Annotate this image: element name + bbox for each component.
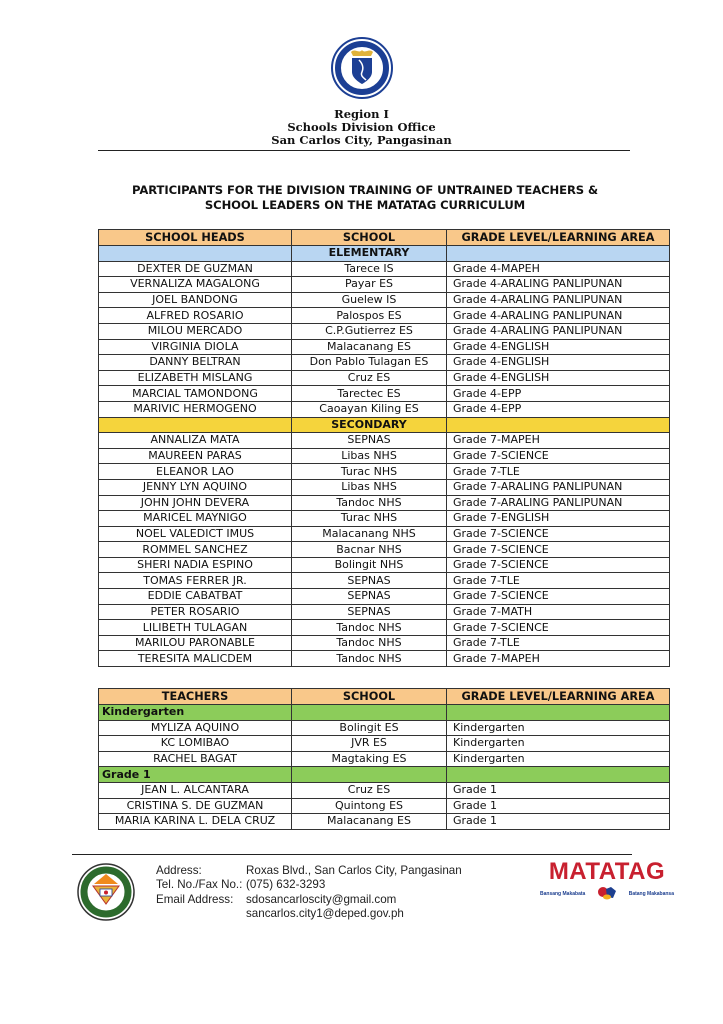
tel-row — [156, 878, 462, 892]
email-value-2: sancarlos.city1@deped.gov.ph — [246, 906, 404, 920]
matatag-tagline — [540, 886, 674, 902]
section-secondary — [99, 417, 670, 433]
email-row — [156, 893, 462, 907]
deped-seal-icon — [330, 36, 394, 100]
area-cell: Grade 7-ARALING PANLIPUNAN — [447, 479, 670, 495]
area-cell: Grade 7-SCIENCE — [447, 589, 670, 605]
empty-cell — [292, 767, 447, 783]
area-cell: Grade 4-ENGLISH — [447, 370, 670, 386]
name-cell: KC LOMIBAO — [99, 736, 292, 752]
school-cell: Bacnar NHS — [292, 542, 447, 558]
name-cell: TERESITA MALICDEM — [99, 651, 292, 667]
name-cell: MARILOU PARONABLE — [99, 635, 292, 651]
title-line-1: PARTICIPANTS FOR THE DIVISION TRAINING OF UNTRAINED TEACHERS & — [132, 183, 598, 197]
city-label: San Carlos City, Pangasinan — [271, 133, 452, 147]
school-cell: SEPNAS — [292, 573, 447, 589]
email-label-spacer — [156, 907, 246, 921]
section-secondary-label: SECONDARY — [292, 417, 447, 433]
document-title — [60, 183, 670, 213]
area-cell: Grade 4-EPP — [447, 401, 670, 417]
name-cell: JOHN JOHN DEVERA — [99, 495, 292, 511]
table-row — [99, 495, 670, 511]
school-cell: Caoayan Kiling ES — [292, 401, 447, 417]
section-kindergarten — [99, 705, 670, 721]
table-row — [99, 635, 670, 651]
empty-cell — [447, 767, 670, 783]
section-grade-1 — [99, 767, 670, 783]
area-cell: Grade 4-ARALING PANLIPUNAN — [447, 277, 670, 293]
school-cell: C.P.Gutierrez ES — [292, 323, 447, 339]
name-cell: ALFRED ROSARIO — [99, 308, 292, 324]
school-cell: Malacanang NHS — [292, 526, 447, 542]
title-line-2: SCHOOL LEADERS ON THE MATATAG CURRICULUM — [204, 198, 526, 212]
empty-cell — [447, 705, 670, 721]
area-cell: Grade 7-SCIENCE — [447, 448, 670, 464]
table-row — [99, 292, 670, 308]
table-row — [99, 651, 670, 667]
school-cell: Payar ES — [292, 277, 447, 293]
empty-cell — [99, 417, 292, 433]
tel-label: Tel. No./Fax No.: — [156, 878, 243, 892]
email-row-2 — [156, 907, 462, 921]
header-divider — [98, 150, 630, 151]
column-header-grade-level: GRADE LEVEL/LEARNING AREA — [447, 689, 670, 705]
name-cell: RACHEL BAGAT — [99, 751, 292, 767]
name-cell: ANNALIZA MATA — [99, 433, 292, 449]
school-cell: Quintong ES — [292, 798, 447, 814]
office-label: Schools Division Office — [287, 120, 436, 134]
table-row — [99, 339, 670, 355]
area-cell: Grade 4-MAPEH — [447, 261, 670, 277]
school-cell: Malacanang ES — [292, 339, 447, 355]
area-cell: Kindergarten — [447, 720, 670, 736]
school-cell: Tandoc NHS — [292, 620, 447, 636]
school-cell: Tandoc NHS — [292, 651, 447, 667]
school-cell: Tarectec ES — [292, 386, 447, 402]
area-cell: Grade 7-SCIENCE — [447, 557, 670, 573]
table-row — [99, 464, 670, 480]
table-row — [99, 370, 670, 386]
table-header-row — [99, 689, 670, 705]
area-cell: Grade 7-TLE — [447, 573, 670, 589]
area-cell: Grade 7-MAPEH — [447, 651, 670, 667]
name-cell: DANNY BELTRAN — [99, 355, 292, 371]
table-row — [99, 589, 670, 605]
area-cell: Grade 1 — [447, 782, 670, 798]
school-cell: Libas NHS — [292, 479, 447, 495]
name-cell: LILIBETH TULAGAN — [99, 620, 292, 636]
school-cell: JVR ES — [292, 736, 447, 752]
area-cell: Grade 7-MAPEH — [447, 433, 670, 449]
name-cell: TOMAS FERRER JR. — [99, 573, 292, 589]
area-cell: Grade 4-EPP — [447, 386, 670, 402]
name-cell: MARIA KARINA L. DELA CRUZ — [99, 814, 292, 830]
area-cell: Grade 4-ENGLISH — [447, 339, 670, 355]
column-header-teachers: TEACHERS — [99, 689, 292, 705]
name-cell: NOEL VALEDICT IMUS — [99, 526, 292, 542]
area-cell: Kindergarten — [447, 736, 670, 752]
name-cell: MILOU MERCADO — [99, 323, 292, 339]
school-cell: Tarece IS — [292, 261, 447, 277]
table-row — [99, 782, 670, 798]
name-cell: ROMMEL SANCHEZ — [99, 542, 292, 558]
school-cell: Guelew IS — [292, 292, 447, 308]
empty-cell — [292, 705, 447, 721]
name-cell: MAUREEN PARAS — [99, 448, 292, 464]
school-cell: Cruz ES — [292, 782, 447, 798]
school-cell: Tandoc NHS — [292, 495, 447, 511]
address-value: Roxas Blvd., San Carlos City, Pangasinan — [246, 864, 462, 877]
footer-divider — [72, 854, 632, 855]
area-cell: Grade 4-ENGLISH — [447, 355, 670, 371]
name-cell: PETER ROSARIO — [99, 604, 292, 620]
table-row — [99, 720, 670, 736]
name-cell: MYLIZA AQUINO — [99, 720, 292, 736]
table-row — [99, 620, 670, 636]
name-cell: JOEL BANDONG — [99, 292, 292, 308]
section-elementary — [99, 246, 670, 262]
name-cell: JEAN L. ALCANTARA — [99, 782, 292, 798]
column-header-school-heads: SCHOOL HEADS — [99, 230, 292, 246]
table-row — [99, 736, 670, 752]
address-row — [156, 864, 462, 878]
name-cell: CRISTINA S. DE GUZMAN — [99, 798, 292, 814]
area-cell: Grade 1 — [447, 798, 670, 814]
table-row — [99, 479, 670, 495]
name-cell: SHERI NADIA ESPINO — [99, 557, 292, 573]
table-row — [99, 401, 670, 417]
name-cell: MARICEL MAYNIGO — [99, 511, 292, 527]
section-elementary-label: ELEMENTARY — [292, 246, 447, 262]
column-header-school: SCHOOL — [292, 689, 447, 705]
teachers-table — [98, 688, 670, 830]
column-header-school: SCHOOL — [292, 230, 447, 246]
section-kindergarten-label: Kindergarten — [99, 705, 292, 721]
school-cell: SEPNAS — [292, 433, 447, 449]
area-cell: Grade 4-ARALING PANLIPUNAN — [447, 308, 670, 324]
area-cell: Grade 7-SCIENCE — [447, 542, 670, 558]
table-row — [99, 604, 670, 620]
empty-cell — [447, 417, 670, 433]
name-cell: EDDIE CABATBAT — [99, 589, 292, 605]
email-value-1: sdosancarloscity@gmail.com — [246, 892, 397, 906]
area-cell: Grade 7-TLE — [447, 635, 670, 651]
table-row — [99, 526, 670, 542]
table-row — [99, 386, 670, 402]
school-cell: Cruz ES — [292, 370, 447, 386]
schools-division-office-seal-icon — [76, 862, 136, 922]
school-cell: Tandoc NHS — [292, 635, 447, 651]
area-cell: Grade 7-SCIENCE — [447, 526, 670, 542]
tagline-right: Batang Makabansa — [628, 891, 674, 897]
empty-cell — [99, 246, 292, 262]
school-cell: Palospos ES — [292, 308, 447, 324]
tel-value: (075) 632-3293 — [246, 878, 326, 892]
table-row — [99, 542, 670, 558]
school-cell: Turac NHS — [292, 464, 447, 480]
school-cell: Libas NHS — [292, 448, 447, 464]
hearts-icon — [597, 886, 617, 902]
area-cell: Grade 7-ENGLISH — [447, 511, 670, 527]
name-cell: VIRGINIA DIOLA — [99, 339, 292, 355]
table-row — [99, 557, 670, 573]
school-cell: Turac NHS — [292, 511, 447, 527]
table-row — [99, 355, 670, 371]
area-cell: Grade 1 — [447, 814, 670, 830]
area-cell: Grade 7-MATH — [447, 604, 670, 620]
school-cell: SEPNAS — [292, 589, 447, 605]
table-row — [99, 573, 670, 589]
address-label: Address: — [156, 864, 202, 877]
table-header-row — [99, 230, 670, 246]
table-row — [99, 448, 670, 464]
letterhead — [0, 36, 723, 147]
school-heads-table — [98, 229, 670, 667]
area-cell: Grade 7-ARALING PANLIPUNAN — [447, 495, 670, 511]
school-cell: Bolingit NHS — [292, 557, 447, 573]
table-row — [99, 308, 670, 324]
name-cell: MARIVIC HERMOGENO — [99, 401, 292, 417]
name-cell: JENNY LYN AQUINO — [99, 479, 292, 495]
area-cell: Grade 7-TLE — [447, 464, 670, 480]
school-cell: Malacanang ES — [292, 814, 447, 830]
name-cell: DEXTER DE GUZMAN — [99, 261, 292, 277]
name-cell: ELIZABETH MISLANG — [99, 370, 292, 386]
name-cell: ELEANOR LAO — [99, 464, 292, 480]
school-cell: Magtaking ES — [292, 751, 447, 767]
name-cell: VERNALIZA MAGALONG — [99, 277, 292, 293]
table-row — [99, 814, 670, 830]
table-row — [99, 433, 670, 449]
name-cell: MARCIAL TAMONDONG — [99, 386, 292, 402]
matatag-logo — [540, 860, 674, 902]
table-row — [99, 751, 670, 767]
table-row — [99, 511, 670, 527]
school-cell: SEPNAS — [292, 604, 447, 620]
table-row — [99, 323, 670, 339]
school-cell: Bolingit ES — [292, 720, 447, 736]
area-cell: Kindergarten — [447, 751, 670, 767]
table-row — [99, 277, 670, 293]
empty-cell — [447, 246, 670, 262]
area-cell: Grade 4-ARALING PANLIPUNAN — [447, 323, 670, 339]
contact-info — [156, 864, 462, 921]
area-cell: Grade 7-SCIENCE — [447, 620, 670, 636]
tagline-left: Bansang Makabata — [540, 891, 586, 897]
area-cell: Grade 4-ARALING PANLIPUNAN — [447, 292, 670, 308]
school-cell: Don Pablo Tulagan ES — [292, 355, 447, 371]
region-label: Region I — [334, 107, 389, 121]
table-row — [99, 798, 670, 814]
section-grade-1-label: Grade 1 — [99, 767, 292, 783]
table-row — [99, 261, 670, 277]
matatag-wordmark: MATATAG — [548, 858, 666, 885]
email-label: Email Address: — [156, 892, 234, 906]
column-header-grade-level: GRADE LEVEL/LEARNING AREA — [447, 230, 670, 246]
